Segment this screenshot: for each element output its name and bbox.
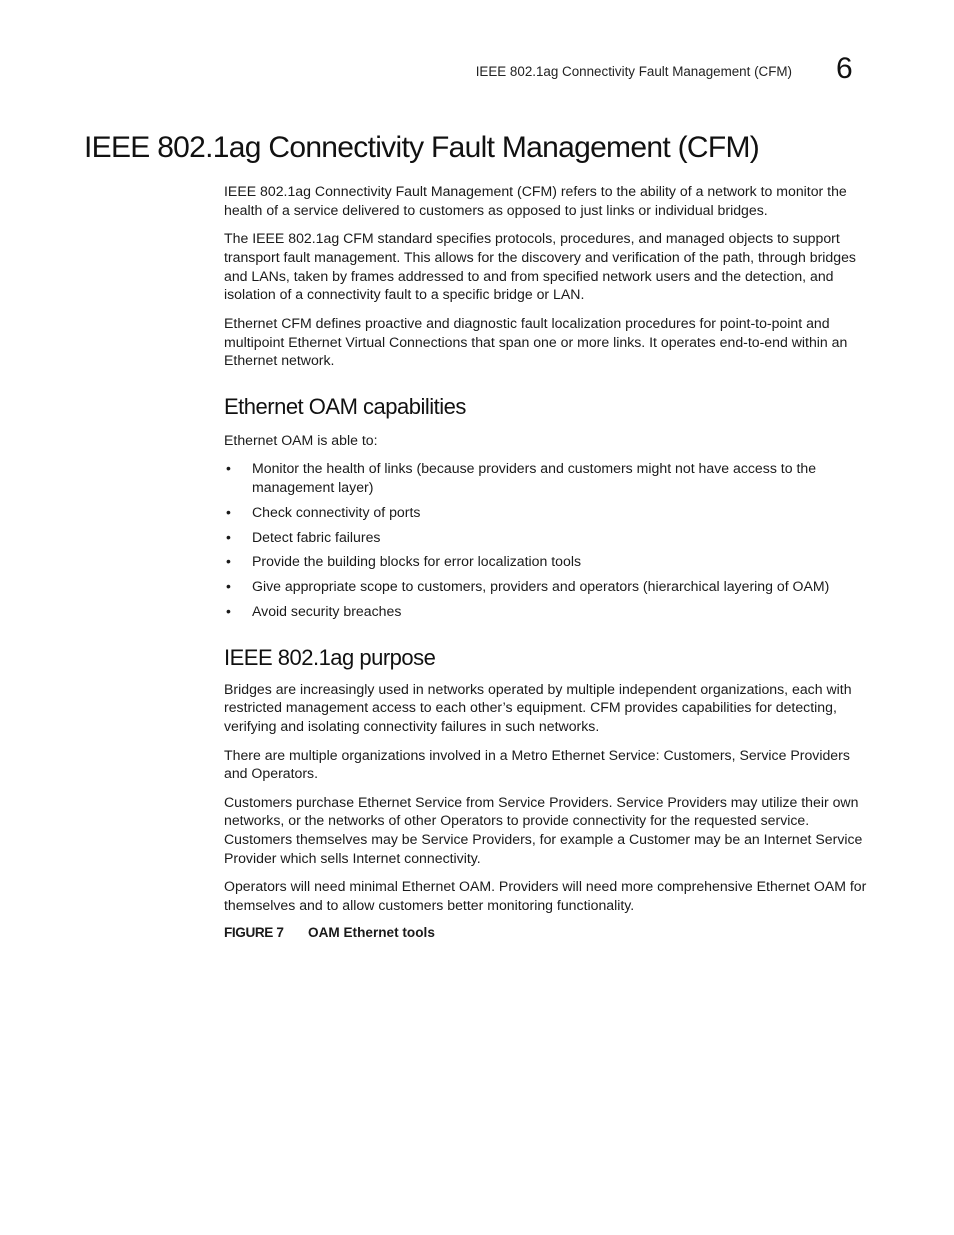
bullet-icon: • [226, 460, 231, 477]
purpose-paragraph: Bridges are increasingly used in networks operated by multiple independent organizations, each with restricted management access to each other’s equipment. CFM provides capabilities for detecting, verifying and isolating connectivity failures in such networks. [224, 680, 852, 735]
figure-caption [224, 924, 870, 943]
list-item [224, 602, 870, 621]
bullet-icon: • [226, 603, 231, 620]
list-item [224, 459, 870, 497]
list-item [224, 503, 870, 522]
bullet-icon: • [226, 528, 231, 545]
running-header: IEEE 802.1ag Connectivity Fault Management (CFM) [475, 64, 792, 79]
oam-capabilities-list [224, 459, 870, 621]
list-item-text: Give appropriate scope to customers, providers and operators (hierarchical layering of OAM) [252, 578, 830, 595]
list-item-text: Check connectivity of ports [252, 503, 421, 520]
figure-title: OAM Ethernet tools [308, 925, 435, 941]
purpose-paragraph: Customers purchase Ethernet Service from Service Providers. Service Providers may utilize their own networks, or the networks of other Operators to provide connectivity for the requested service. Customers themselves may be Service Providers, for example a Customer may be an Internet Service Provider which sells Internet connectivity. [224, 793, 863, 867]
list-item [224, 552, 870, 571]
intro-paragraph: IEEE 802.1ag Connectivity Fault Management (CFM) refers to the ability of a network to monitor the health of a service delivered to customers as opposed to just links or individual bridges. [224, 183, 847, 218]
intro-paragraph: The IEEE 802.1ag CFM standard specifies protocols, procedures, and managed objects to support transport fault management. This allows for the discovery and verification of the path, through bridges and LANs, taken by frames addressed to and from specified network users and the detection, and isolation of a connectivity fault to a specific bridge or LAN. [224, 230, 856, 303]
intro-paragraph: Ethernet CFM defines proactive and diagnostic fault localization procedures for point-to-point and multipoint Ethernet Virtual Connections that span one or more links. It operates end-to-end within an Ethernet network. [224, 314, 848, 369]
chapter-number: 6 [836, 52, 853, 85]
section-heading-purpose: IEEE 802.1ag purpose [224, 644, 436, 670]
list-item [224, 577, 870, 596]
bullet-icon: • [226, 553, 231, 570]
bullet-icon: • [226, 503, 231, 520]
oam-lead-text: Ethernet OAM is able to: [224, 431, 378, 448]
purpose-paragraph: Operators will need minimal Ethernet OAM. Providers will need more comprehensive Ethernet OAM for themselves and to allow customers better monitoring functionality. [224, 878, 867, 914]
section-heading-oam-capabilities: Ethernet OAM capabilities [224, 394, 466, 420]
list-item [224, 528, 870, 547]
bullet-icon: • [226, 578, 231, 595]
list-item-text: Avoid security breaches [252, 603, 402, 620]
purpose-paragraph: There are multiple organizations involved in a Metro Ethernet Service: Customers, Service Providers and Operators. [224, 746, 850, 782]
list-item-text: Detect fabric failures [252, 528, 381, 545]
list-item-text: Monitor the health of links (because providers and customers might not have access to the management layer) [252, 460, 817, 496]
figure-label: FIGURE 7 [224, 925, 284, 941]
page-title: IEEE 802.1ag Connectivity Fault Management (CFM) [84, 131, 760, 164]
main-content [224, 182, 870, 943]
list-item-text: Provide the building blocks for error localization tools [252, 553, 582, 570]
